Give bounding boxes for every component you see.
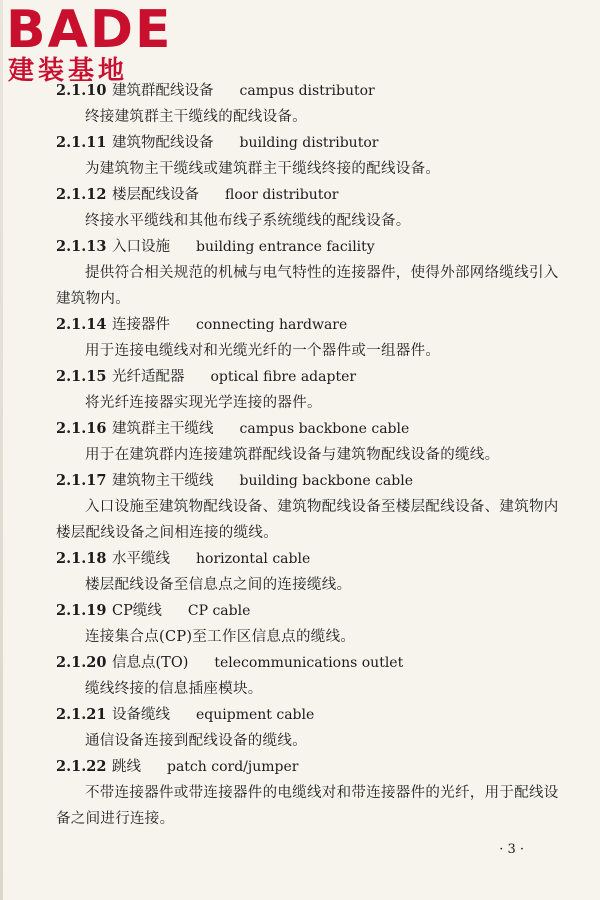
term-english: campus distributor — [239, 83, 375, 99]
term-chinese: 建筑物配线设备 — [112, 135, 214, 151]
term-english: building distributor — [239, 135, 379, 151]
term-number: 2.1.10 — [56, 82, 107, 99]
term-english: CP cable — [187, 603, 251, 619]
term-chinese: 建筑物主干缆线 — [112, 473, 214, 489]
page-edge-shadow — [0, 0, 3, 900]
term-entry — [56, 130, 576, 182]
term-entry — [56, 234, 576, 312]
term-entry — [56, 468, 576, 546]
term-number: 2.1.21 — [56, 706, 107, 723]
term-english: horizontal cable — [196, 551, 311, 567]
term-entry — [56, 546, 576, 598]
term-english: equipment cable — [196, 707, 315, 723]
term-english: floor distributor — [225, 187, 339, 203]
term-entry — [56, 78, 576, 130]
term-entry — [56, 364, 576, 416]
term-number: 2.1.11 — [56, 134, 107, 151]
term-chinese: 水平缆线 — [112, 551, 170, 567]
term-entry — [56, 650, 576, 702]
terms-list — [56, 78, 576, 832]
term-number: 2.1.17 — [56, 472, 107, 489]
term-english: optical fibre adapter — [210, 369, 357, 385]
term-number: 2.1.22 — [56, 758, 107, 775]
term-definition: 将光纤连接器实现光学连接的器件。 — [85, 395, 322, 411]
term-chinese: 信息点(TO) — [112, 655, 189, 671]
term-chinese: 建筑群配线设备 — [112, 83, 214, 99]
term-definition: 不带连接器件或带连接器件的电缆线对和带连接器件的光纤，用于配线设备之间进行连接。 — [56, 785, 559, 827]
term-definition: 为建筑物主干缆线或建筑群主干缆线终接的配线设备。 — [85, 161, 441, 177]
term-chinese: 连接器件 — [112, 317, 170, 333]
term-number: 2.1.12 — [56, 186, 107, 203]
term-entry — [56, 312, 576, 364]
logo-brand: BADE — [6, 0, 173, 60]
term-chinese: 入口设施 — [112, 239, 170, 255]
term-english: connecting hardware — [196, 317, 348, 333]
logo-subtitle: 建装基地 — [8, 56, 129, 86]
term-chinese: CP缆线 — [112, 603, 162, 619]
term-entry — [56, 754, 576, 832]
term-english: building entrance facility — [196, 239, 375, 255]
term-chinese: 楼层配线设备 — [112, 187, 199, 203]
term-number: 2.1.14 — [56, 316, 107, 333]
term-definition: 终接水平缆线和其他布线子系统缆线的配线设备。 — [85, 213, 411, 229]
term-english: building backbone cable — [239, 473, 413, 489]
term-english: campus backbone cable — [239, 421, 410, 437]
term-definition: 终接建筑群主干缆线的配线设备。 — [85, 109, 307, 125]
term-number: 2.1.19 — [56, 602, 107, 619]
term-english: patch cord/jumper — [167, 759, 299, 775]
term-entry — [56, 598, 576, 650]
term-chinese: 跳线 — [112, 759, 141, 775]
page-number: · 3 · — [499, 842, 524, 857]
term-definition: 提供符合相关规范的机械与电气特性的连接器件，使得外部网络缆线引入建筑物内。 — [56, 265, 559, 307]
term-chinese: 建筑群主干缆线 — [112, 421, 214, 437]
term-definition: 缆线终接的信息插座模块。 — [85, 681, 263, 697]
term-english: telecommunications outlet — [214, 655, 404, 671]
term-definition: 入口设施至建筑物配线设备、建筑物配线设备至楼层配线设备、建筑物内楼层配线设备之间相连接的缆线。 — [56, 499, 559, 541]
term-definition: 连接集合点(CP)至工作区信息点的缆线。 — [85, 629, 356, 645]
term-entry — [56, 182, 576, 234]
term-definition: 用于连接电缆线对和光缆光纤的一个器件或一组器件。 — [85, 343, 441, 359]
term-entry — [56, 416, 576, 468]
term-chinese: 光纤适配器 — [112, 369, 185, 385]
term-chinese: 设备缆线 — [112, 707, 170, 723]
term-entry — [56, 702, 576, 754]
term-number: 2.1.15 — [56, 368, 107, 385]
term-definition: 通信设备连接到配线设备的缆线。 — [85, 733, 307, 749]
term-number: 2.1.16 — [56, 420, 107, 437]
term-definition: 楼层配线设备至信息点之间的连接缆线。 — [85, 577, 352, 593]
term-number: 2.1.20 — [56, 654, 107, 671]
term-definition: 用于在建筑群内连接建筑群配线设备与建筑物配线设备的缆线。 — [85, 447, 500, 463]
term-number: 2.1.18 — [56, 550, 107, 567]
term-number: 2.1.13 — [56, 238, 107, 255]
